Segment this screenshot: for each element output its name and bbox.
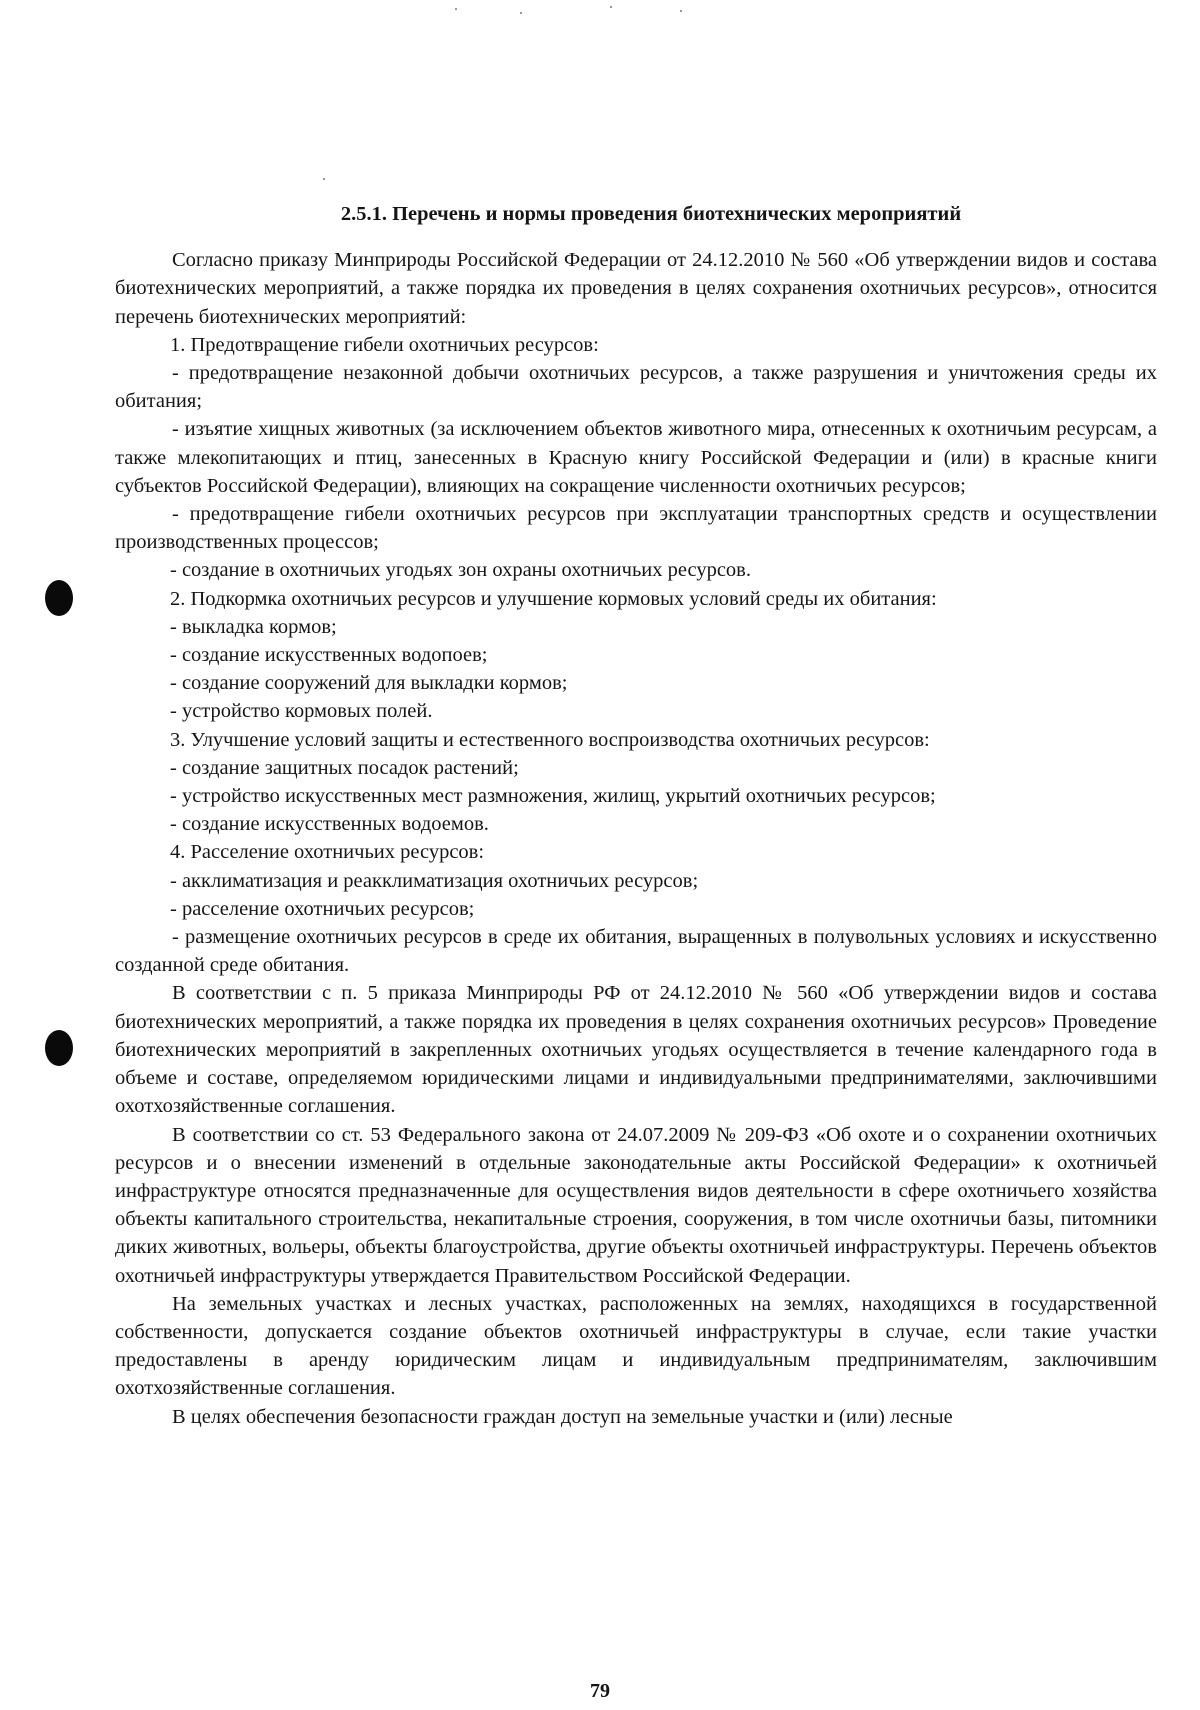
paragraph: - предотвращение гибели охотничьих ресурсов при эксплуатации транспортных средств и осуществлении производственных процессов; bbox=[115, 503, 1157, 554]
paragraph: - предотвращение незаконной добычи охотничьих ресурсов, а также разрушения и уничтожения среды их обитания; bbox=[115, 362, 1157, 413]
paragraph: 4. Расселение охотничьих ресурсов: bbox=[170, 841, 485, 864]
paragraph: В целях обеспечения безопасности граждан доступ на земельные участки и (или) лесные bbox=[172, 1405, 953, 1428]
paragraph-list bbox=[115, 246, 1157, 1431]
paragraph: - изъятие хищных животных (за исключением объектов животного мира, отнесенных к охотничьим ресурсам, а также млекопитающих и птиц, занесенных в Красную книгу Российской Федерации и (или) в красные книги субъектов Российской Федерации), влияющих на сокращение численности охотничьих ресурсов; bbox=[115, 418, 1157, 497]
document-body bbox=[115, 200, 1157, 1431]
punch-hole bbox=[45, 580, 73, 616]
paragraph: - устройство искусственных мест размножения, жилищ, укрытий охотничьих ресурсов; bbox=[170, 785, 936, 808]
paragraph: - акклиматизация и реакклиматизация охотничьих ресурсов; bbox=[170, 869, 699, 892]
paragraph: В соответствии с п. 5 приказа Минприроды РФ от 24.12.2010 № 560 «Об утверждении видов и состава биотехнических мероприятий, а также порядка их проведения в целях сохранения охотничьих ресурсов» Проведение биотехнических мероприятий в закрепленных охотничьих угодьях осуществляется в течение календарного года в объеме и составе, определяемом юридическими лицами и индивидуальными предпринимателями, заключившими охотхозяйственные соглашения. bbox=[115, 982, 1157, 1118]
scan-speck bbox=[455, 8, 457, 10]
paragraph: - создание в охотничьих угодьях зон охраны охотничьих ресурсов. bbox=[170, 559, 751, 582]
page-number: 79 bbox=[590, 1680, 610, 1702]
paragraph: - расселение охотничьих ресурсов; bbox=[170, 897, 475, 920]
scan-speck bbox=[610, 6, 612, 8]
paragraph: - создание искусственных водопоев; bbox=[170, 644, 488, 667]
paragraph: 3. Улучшение условий защиты и естественного воспроизводства охотничьих ресурсов: bbox=[170, 728, 930, 751]
scan-speck bbox=[323, 178, 325, 180]
paragraph: - создание защитных посадок растений; bbox=[170, 756, 519, 779]
paragraph: Согласно приказу Минприроды Российской Федерации от 24.12.2010 № 560 «Об утверждении видов и состава биотехнических мероприятий, а также порядка их проведения в целях сохранения охотничьих ресурсов», относится перечень биотехнических мероприятий: bbox=[115, 249, 1157, 328]
scan-speck bbox=[680, 10, 682, 12]
paragraph: На земельных участках и лесных участках, расположенных на землях, находящихся в государственной собственности, допускается создание объектов охотничьей инфраструктуры в случае, если такие участки предоставлены в аренду юридическим лицам и индивидуальным предпринимателям, заключившим охотхозяйственные соглашения. bbox=[115, 1292, 1157, 1400]
paragraph: - создание искусственных водоемов. bbox=[170, 813, 489, 836]
paragraph: - размещение охотничьих ресурсов в среде их обитания, выращенных в полувольных условиях и искусственно созданной среде обитания. bbox=[115, 926, 1157, 977]
paragraph: В соответствии со ст. 53 Федерального закона от 24.07.2009 № 209-ФЗ «Об охоте и о сохранении охотничьих ресурсов и о внесении изменений в отдельные законодательные акты Российской Федерации» к охотничьей инфраструктуре относятся предназначенные для осуществления видов деятельности в сфере охотничьего хозяйства объекты капитального строительства, некапитальные строения, сооружения, в том числе охотничьи базы, питомники диких животных, вольеры, объекты благоустройства, другие объекты охотничьей инфраструктуры. Перечень объектов охотничьей инфраструктуры утверждается Правительством Российской Федерации. bbox=[115, 1123, 1157, 1287]
section-heading: 2.5.1. Перечень и нормы проведения биотехнических мероприятий bbox=[340, 203, 962, 225]
scan-speck bbox=[520, 12, 522, 14]
paragraph: - устройство кормовых полей. bbox=[170, 700, 433, 723]
paragraph: - выкладка кормов; bbox=[170, 615, 337, 638]
paragraph: 2. Подкормка охотничьих ресурсов и улучшение кормовых условий среды их обитания: bbox=[170, 587, 937, 610]
punch-hole bbox=[45, 1030, 73, 1066]
paragraph: 1. Предотвращение гибели охотничьих ресурсов: bbox=[170, 333, 599, 356]
paragraph: - создание сооружений для выкладки кормов; bbox=[170, 672, 568, 695]
